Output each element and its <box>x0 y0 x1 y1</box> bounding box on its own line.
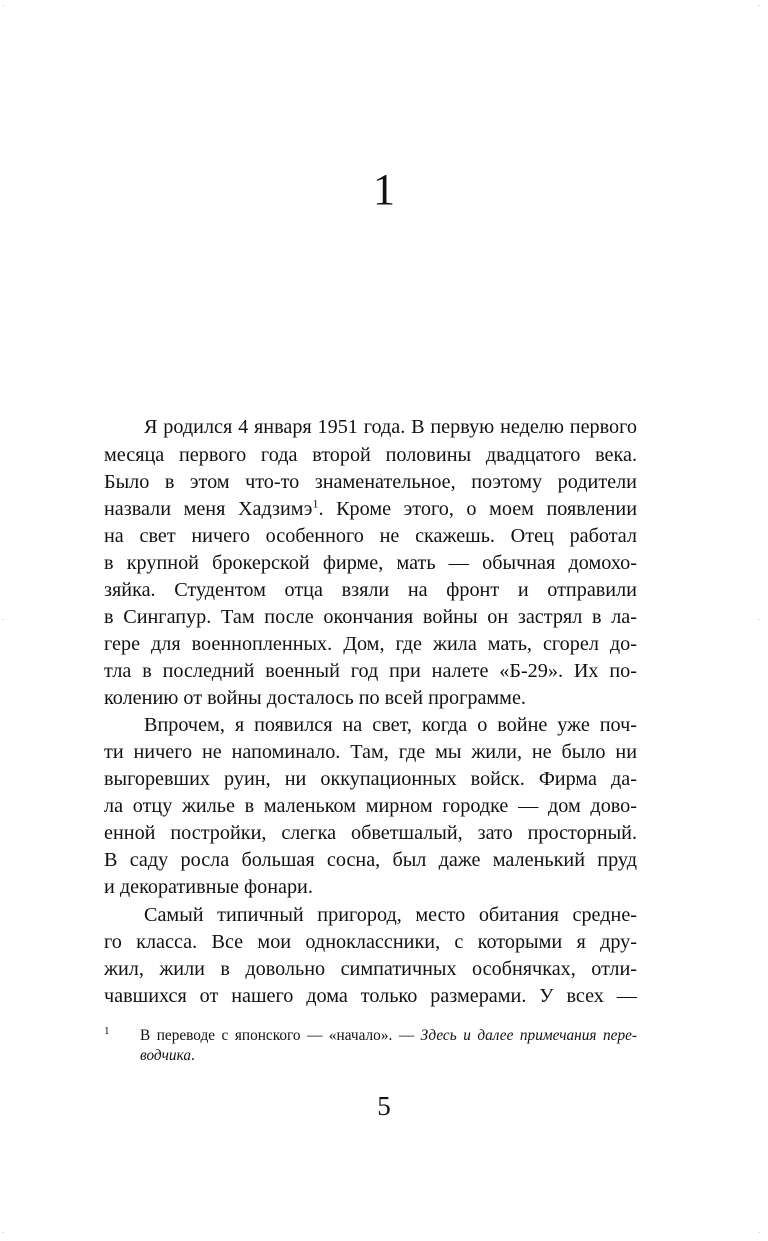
body-line: го класса. Все мои одноклассники, с которыми я дру- <box>104 931 637 953</box>
body-line: и декоративные фонари. <box>104 876 313 898</box>
body-line: В саду росла большая сосна, был даже маленький пруд <box>104 849 637 871</box>
body-line: ла отцу жилье в маленьком мирном городке — дом дово- <box>104 795 637 817</box>
footnote-line <box>140 1046 637 1066</box>
crop-mark: · <box>2 2 5 10</box>
body-text: назвали меня Хадзимэ <box>104 498 313 520</box>
chapter-number: 1 <box>373 165 395 214</box>
body-line: колению от войны досталось по всей программе. <box>104 687 526 709</box>
body-line: енной постройки, слегка обветшалый, зато просторный. <box>104 822 637 844</box>
footnote-text: . <box>191 1047 195 1064</box>
crop-mark: · <box>758 1229 761 1237</box>
crop-mark: · <box>2 1229 5 1237</box>
footnote-line <box>140 1026 637 1046</box>
body-line: Было в этом что-то знаменательное, поэтому родители <box>104 471 637 493</box>
body-line: гере для военнопленных. Дом, где жила мать, сгорел до- <box>104 633 637 655</box>
body-line: зяйка. Студентом отца взяли на фронт и отправили <box>104 579 637 601</box>
body-line: жил, жили в довольно симпатичных особнячках, отли- <box>104 958 637 980</box>
body-line: месяца первого года второй половины двадцатого века. <box>104 444 637 466</box>
footnote-italic: водчика <box>140 1047 191 1064</box>
body-line: Впрочем, я появился на свет, когда о войне уже поч- <box>144 714 637 736</box>
body-line: Самый типичный пригород, место обитания средне- <box>144 904 637 926</box>
footnote-italic: Здесь и далее примечания пере- <box>420 1027 637 1044</box>
footnote-reference: 1 <box>312 496 319 511</box>
body-text: . Кроме этого, о моем появлении <box>318 498 637 520</box>
body-line: тла в последний военный год при налете «Б-29». Их по- <box>104 660 637 682</box>
crop-mark: · <box>758 2 761 10</box>
body-line <box>104 495 637 523</box>
body-line: на свет ничего особенного не скажешь. Отец работал <box>104 525 637 547</box>
body-line: в крупной брокерской фирме, мать — обычная домохо- <box>104 552 637 574</box>
body-line: в Сингапур. Там после окончания войны он застрял в ла- <box>104 606 637 628</box>
footnote-mark: 1 <box>104 1025 110 1037</box>
footnote-text: В переводе с японского — «начало». — <box>140 1027 421 1044</box>
body-line: ти ничего не напоминало. Там, где мы жили, не было ни <box>104 741 637 763</box>
body-line: Я родился 4 января 1951 года. В первую неделю первого <box>144 416 637 438</box>
page-number: 5 <box>377 1091 391 1121</box>
crop-mark: · <box>2 616 5 624</box>
body-line: выгоревших руин, ни оккупационных войск. Фирма да- <box>104 768 637 790</box>
body-line: чавшихся от нашего дома только размерами. У всех — <box>104 985 637 1007</box>
crop-mark: · <box>758 616 761 624</box>
